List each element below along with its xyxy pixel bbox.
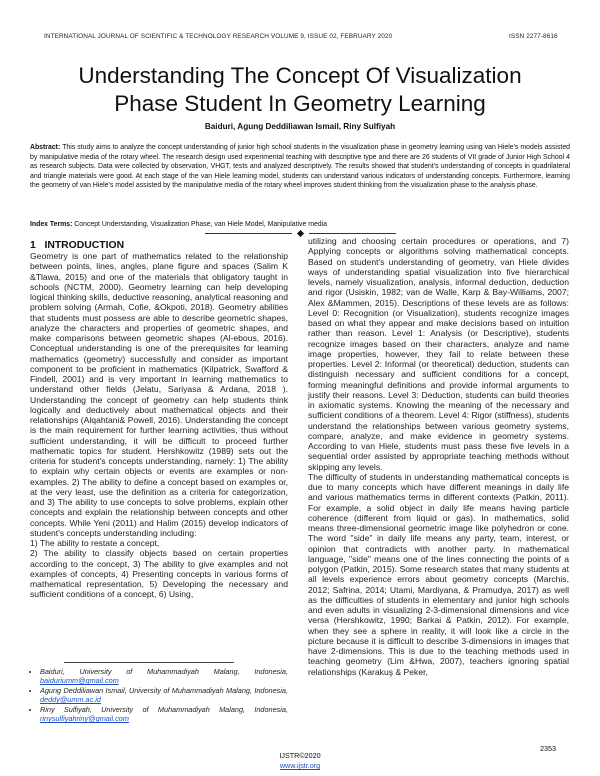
issn: ISSN 2277-8616 [509, 33, 558, 40]
divider-line [205, 233, 292, 234]
abstract [30, 143, 570, 191]
index-terms-text: Concept Understanding, Visualization Phase, van Hiele Model, Manipulative media [72, 221, 327, 228]
divider-line [309, 233, 396, 234]
paper-title [0, 62, 600, 118]
footnote-item [40, 667, 288, 686]
footnote-text: Baiduri, University of Muhammadiyah Malang, Indonesia, [40, 667, 288, 676]
author-footnotes [30, 667, 288, 724]
footer-brand: IJSTR©2020 [279, 751, 321, 760]
index-terms-label: Index Terms: [30, 221, 73, 228]
paragraph: Geometry is one part of mathematics related to the relationship between points, lines, angles, plane figure and spaces (Salim K &Tlawa, 2015) and one of the materials that obligatory taught in schools (NCTM, 2000). Geometry learning can help developing logical thinking skills, deductive reasoning, analytical reasoning and problem solving (Armah, Cofie, &Okpoti, 2018). Geometry abilities that students must possess are able to describe geometric shapes, analyze the characters and properties of geometric shapes, and make comparisons between geometric shapes (Al-ebous, 2016). Conceptual understanding is one of the prerequisites for learning mathematics (geometry) successfully and consider as important component to be proficient in mathematics (Kilpatrick, Swafford & Findell, 2001) and is very important in learning mathematics to understand other fields (Jelatu, Sariyasa & Ardana, 2018 ). Understanding the concept of geometry can help students think logically and deductively about mathematical objects and their relationships (Alqahtani& Powell, 2016). Understanding the concept is the main requirement for further learning activities, thus without sufficient understanding, it will be difficult to proceed further mathematic topics for student. Hershkowitz (1989) sets out the criteria for student's concepts understanding, namely: 1) The ability to explain why certain objects or events are examples or non-examples. 2) The ability to define a concept based on examples or, at the very least, use the definition as a criteria for categorization, and 3) The ability to use concepts to solve problems, explain other concepts and explain the relationship between concepts and other concepts. While Yeni (2011) and Halim (2015) develop indicators of student's concepts understanding including: [30, 251, 288, 538]
footnote-text: Riny Sulfiyah, University of Muhammadiyah Malang, Indonesia, [40, 705, 288, 715]
page-number: 2353 [540, 744, 556, 753]
journal-header: INTERNATIONAL JOURNAL OF SCIENTIFIC & TECHNOLOGY RESEARCH VOLUME 9, ISSUE 02, FEBRUARY 2020 [44, 33, 393, 40]
title-line-1: Understanding The Concept Of Visualization [78, 63, 522, 88]
email-link[interactable]: rinysulfiyahriny@gmail.com [40, 714, 129, 724]
index-terms [30, 221, 570, 228]
footnote-rule [64, 662, 234, 663]
paragraph: The difficulty of students in understanding mathematical concepts is due to many concepts which have different meanings in daily life and various mathematics terms in different contexts (Patkin, 2011). For example, a solid object in daily life means having particle coherence (different from liquid or gas). In mathematics, solid means three-dimensional geometric image like polyhedron or cone. The word "side" in daily life means any party, team, interest, or opinion that contradicts with another party. In mathematical language, "side" means one of the lines connecting the points of a polygon (Patkin, 2015). Some research states that many students at all levels experience errors about geometry concepts (Marchis, 2012; Safrina, 2014; Utami, Mardiyana, & Pramudya, 2017) as well as the difficulties of students in elementary and junior high schools and even adults in visualizing 2-3-dimensional dimensions and vice versa (Hershkowitz, 1990; Barkai & Patkin, 2012). For example, when they see a sphere in reality, it will look like a circle in the picture because it is difficult to describe 3-dimensions in images that have 2-dimensions. This is due to the teaching methods used in teaching geometry (Lim &Hwa, 2007), teachers ignoring spatial relationships (Karakuş & Peker, [308, 471, 569, 677]
footnote-item [40, 705, 288, 724]
paragraph: 1) The ability to restate a concept, [30, 538, 160, 548]
footnote-item [40, 686, 288, 705]
right-column [308, 236, 569, 677]
authors: Baiduri, Agung Deddiliawan Ismail, Riny Sulfiyah [204, 122, 396, 131]
footnote-text: Agung Deddiliawan Ismail, University of Muhammadiyah Malang, Indonesia, [40, 686, 288, 696]
title-line-2: Phase Student In Geometry Learning [114, 91, 486, 116]
abstract-text: This study aims to analyze the concept understanding of junior high school students in the visualization phase in geometry learning using van Hiele's models assisted by manipulative media of the rotary wheel. The research design used experimental teaching with descriptive type and there are 26 students of VII grade of Junior High School 4 as research subjects. Data were collected by observation, VHGT, tests and analyzed descriptively. The results showed that student's understanding of concepts in quadrilateral and triangle materials were good. At each stage of the van Hiele learning model, students can understand various indicators of understanding concepts. Furthermore, learning the geometry of van Hiele's model assisted by the manipulative media of the rotary wheel improves student thinking from the visualization phase to the analysis phase. [30, 144, 570, 190]
journal-url-link[interactable]: www.ijstr.org [279, 761, 321, 770]
paragraph: utilizing and choosing certain procedures or operations, and 7) Applying concepts or algorithms solving mathematical concepts. Based on student's understanding of geometry, van Hiele divides ways of understanding spatial visualization into five hierarchical levels, namely visualization, analysis, informal deduction, deduction and rigor (Usiskin, 1982; van de Walle, Karp & Bay-Williams, 2007; Alex &Mammen, 2015). Descriptions of these levels are as follows: Level 0: Recognition (or Visualization), students recognize images based on what they appear and make decisions based on intuition rather than reason. Level 1: Analysis (or Descriptive), students recognize images based on their characters, analyze and name image properties, however, they fail to relate between these properties. Level 2: Informal (or theoretical) deduction, students can distinguish necessary and sufficient conditions for a concept, forming meaningful definitions and provide informal arguments to justify their reasons. Level 3: Deduction, students can build theories in axiomatic systems. Knowing the meaning of the necessary and sufficient conditions of a theorem. Level 4: Rigor (stiffness), students understand the relationships between various geometry systems, compare, analyze, and make evidence in geometry systems. According to van Hiele, students must pass these five levels in a sequential order assisted by appropriate teaching methods without skipping any levels. [308, 236, 569, 472]
email-link[interactable]: baiduriumm@gmail.com [40, 676, 119, 686]
email-link[interactable]: deddy@umm.ac.id [40, 695, 101, 705]
paragraph: 2) The ability to classify objects based on certain properties according to the concept, 3) The ability to give examples and not examples of concepts, 4) Presenting concepts in various forms of mathematical representation, 5) Developing the necessary and sufficient conditions of a concept, 6) Using, [30, 548, 288, 600]
page-footer [0, 751, 600, 771]
diamond-icon [296, 230, 303, 237]
section-heading: 1 INTRODUCTION [30, 240, 125, 251]
left-column [30, 251, 288, 600]
abstract-label: Abstract: [30, 144, 61, 151]
